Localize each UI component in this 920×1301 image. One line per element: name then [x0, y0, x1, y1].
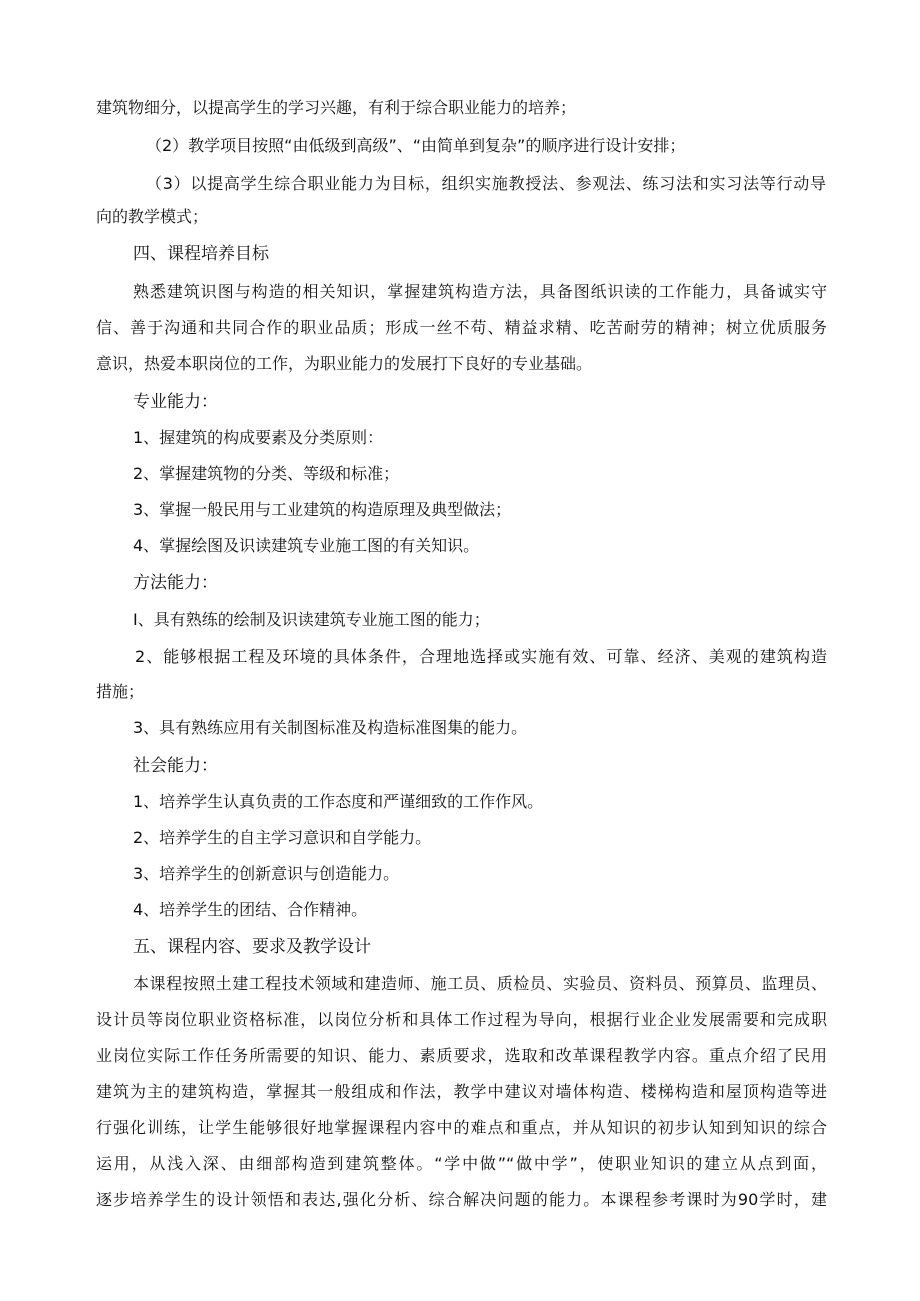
intro-tail-line: 建筑物细分，以提高学生的学习兴趣，有利于综合职业能力的培养；	[96, 98, 577, 117]
section-5-paragraph-line-5: 行强化训练，让学生能够很好地掌握课程内容中的难点和重点，并从知识的初步认知到知识的综合	[96, 1118, 827, 1137]
social-item-1: 1、培养学生认真负责的工作态度和严谨细致的工作作风。	[133, 792, 544, 811]
section-5-paragraph-line-6: 运用，从浅入深、由细部构造到建筑整体。“学中做”“做中学”，使职业知识的建立从点到面，	[96, 1154, 827, 1173]
professional-item-3: 3、掌握一般民用与工业建筑的构造原理及典型做法；	[133, 500, 512, 519]
method-ability-item-3: 3、具有熟练应用有关制图标准及构造标准图集的能力。	[133, 718, 528, 737]
professional-item-4: 4、掌握绘图及识读建筑专业施工图的有关知识。	[133, 536, 480, 555]
professional-ability-title: 专业能力：	[133, 392, 218, 412]
professional-item-2: 2、掌握建筑物的分类、等级和标准；	[133, 464, 400, 483]
section-4-heading: 四、课程培养目标	[133, 244, 269, 264]
section-4-paragraph-line-1: 熟悉建筑识图与构造的相关知识，掌握建筑构造方法，具备图纸识读的工作能力，具备诚实守	[133, 282, 827, 301]
method-ability-item-2-line-2: 措施；	[96, 682, 145, 701]
social-item-2: 2、培养学生的自主学习意识和自学能力。	[133, 828, 432, 847]
social-ability-title: 社会能力：	[133, 756, 218, 776]
section-4-paragraph-line-2: 信、善于沟通和共同合作的职业品质；形成一丝不苟、精益求精、吃苦耐劳的精神；树立优质服务	[96, 318, 827, 337]
section-5-paragraph-line-3: 业岗位实际工作任务所需要的知识、能力、素质要求，选取和改革课程教学内容。重点介绍了民用	[96, 1046, 827, 1065]
section-5-paragraph-line-7: 逐步培养学生的设计领悟和表达,强化分析、综合解决问题的能力。本课程参考课时为90学时，建	[96, 1190, 827, 1209]
social-item-4: 4、培养学生的团结、合作精神。	[133, 900, 368, 919]
professional-item-1: 1、握建筑的构成要素及分类原则：	[133, 428, 384, 447]
method-item-3-line-1: （3）以提高学生综合职业能力为目标，组织实施教授法、参观法、练习法和实习法等行动导	[146, 174, 826, 193]
social-item-3: 3、培养学生的创新意识与创造能力。	[133, 864, 400, 883]
method-ability-item-2-line-1: 2、能够根据工程及环境的具体条件，合理地选择或实施有效、可靠、经济、美观的建筑构造	[135, 647, 827, 666]
section-5-paragraph-line-4: 建筑为主的建筑构造，掌握其一般组成和作法，教学中建议对墙体构造、楼梯构造和屋顶构造等进	[96, 1082, 827, 1101]
section-5-paragraph-line-1: 本课程按照土建工程技术领域和建造师、施工员、质检员、实验员、资料员、预算员、监理员、	[133, 974, 827, 993]
section-5-heading: 五、课程内容、要求及教学设计	[133, 937, 371, 957]
section-4-paragraph-line-3: 意识，热爱本职岗位的工作，为职业能力的发展打下良好的专业基础。	[96, 354, 593, 373]
section-5-paragraph-line-2: 设计员等岗位职业资格标准，以岗位分析和具体工作过程为导向，根据行业企业发展需要和完成职	[96, 1010, 827, 1029]
method-ability-title: 方法能力：	[133, 573, 218, 593]
method-item-2: （2）教学项目按照“由低级到高级”、“由简单到复杂”的顺序进行设计安排；	[146, 136, 686, 155]
method-ability-item-1: I、具有熟练的绘制及识读建筑专业施工图的能力；	[133, 610, 490, 629]
method-item-3-line-2: 向的教学模式；	[96, 207, 209, 226]
